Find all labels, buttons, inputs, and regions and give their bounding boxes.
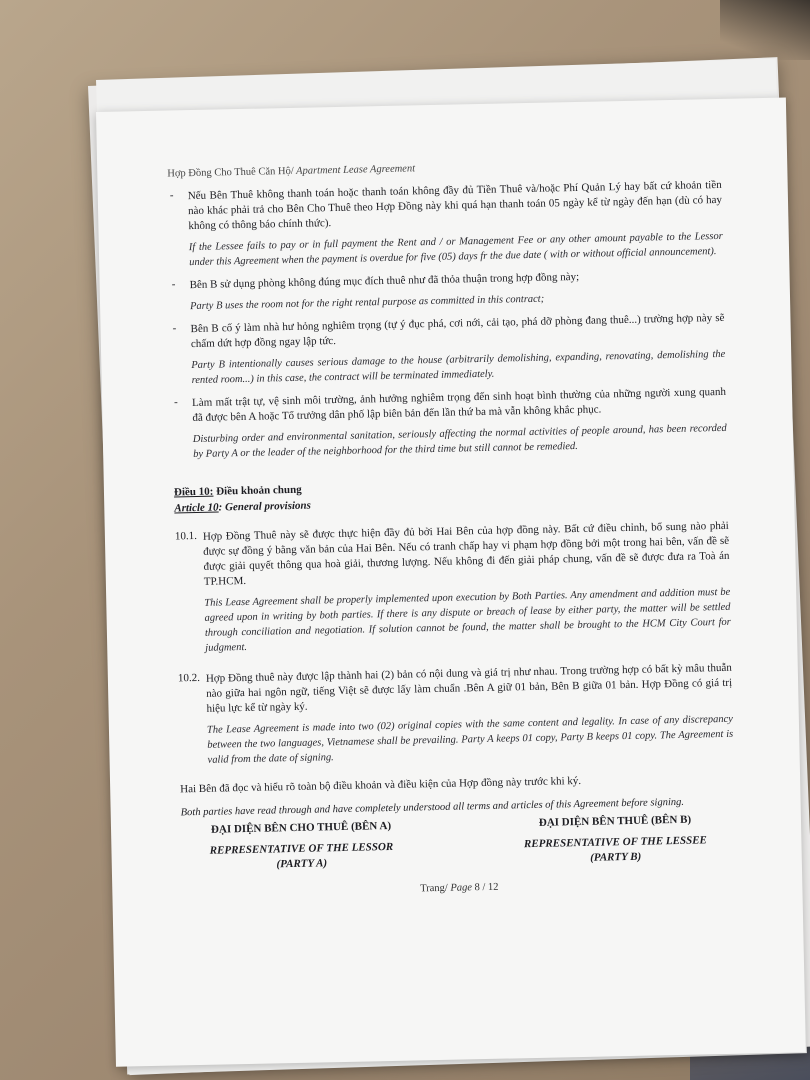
document-page xyxy=(96,98,806,1067)
footer-en: Page xyxy=(447,882,473,894)
bullet-vn: - Bên B cố ý làm nhà hư hỏng nghiêm trọng (tự ý đục phá, cơi nới, cải tạo, phá dỡ phòng đang thuê...) trường hợp này sẽ chấm dứt hợp đồng ngay lập tức. xyxy=(190,311,725,351)
footer-vn: Trang/ xyxy=(420,882,448,895)
clause-vn: Hợp Đồng thuê này được lập thành hai (2) bản có nội dung và giá trị như nhau. Trong trường hợp có bất kỳ mâu thuẫn nào giữa hai ngôn ngữ, tiếng Việt sẽ được lấy làm chuẩn .Bên A giữ 01 bản, Bên B giữa 01 bản. Hợp Đồng có giá trị hiệu lực kể từ ngày ký. xyxy=(205,661,733,715)
article-heading xyxy=(174,473,729,517)
clause-number: 10.1. xyxy=(174,529,198,543)
desk-corner-shadow xyxy=(720,0,810,60)
signature-lessor xyxy=(181,817,422,874)
bullet-vn: - Làm mất trật tự, vệ sinh môi trường, ảnh hưởng nghiêm trọng đến sinh hoạt bình thường của những người xung quanh đã được bên A hoặc Tổ trưởng dân phố lập biên bản đến lần thứ ba mà vẫn không khắc phục. xyxy=(191,385,727,425)
bullet-item xyxy=(168,178,724,271)
closing-statement-vn: Hai Bên đã đọc và hiểu rõ toàn bộ điều khoản và điều kiện của Hợp đồng này trước khi ký. xyxy=(180,774,582,796)
clause-en: This Lease Agreement shall be properly implemented upon execution by Both Parties. Any amendment and addition must be agreed upon in writing by both parties. If there is any dispute or breach of lease by either party, the matter will be settled through conciliation and negotiation. If solution cannot be found, the matter shall be brought to the HCM City Court for judgment. xyxy=(204,586,731,654)
header-vn: Hợp Đồng Cho Thuê Căn Hộ/ xyxy=(167,165,294,180)
clause-10-2 xyxy=(178,661,734,769)
lessee-title-vn: ĐẠI DIỆN BÊN THUÊ (BÊN B) xyxy=(538,813,692,829)
lessee-title-en: REPRESENTATIVE OF THE LESSEE xyxy=(523,834,707,851)
bullet-item xyxy=(170,267,725,315)
bullet-item xyxy=(172,385,727,463)
lessor-party: (PARTY A) xyxy=(276,857,328,871)
header-en: Apartment Lease Agreement xyxy=(293,163,416,177)
lessee-party: (PARTY B) xyxy=(590,850,642,864)
page-footer xyxy=(182,877,736,900)
lessor-title-vn: ĐẠI DIỆN BÊN CHO THUÊ (BÊN A) xyxy=(210,819,392,836)
clause-10-1 xyxy=(175,519,732,657)
article-title-en: : General provisions xyxy=(218,499,312,514)
bullet-en: If the Lessee fails to pay or in full payment the Rent and / or Management Fee or any other amount payable to the Lessor under this Agreement when the payment is overdue for five (05) days fr the due date ( with or without official announcement). xyxy=(188,230,723,269)
clause-en: The Lease Agreement is made into two (02) original copies with the same content and legality. In case of any discrepancy between the two languages, Vietnamese shall be prevailing. Party A keeps 01 copy, Party B keeps 01 copy. The Agreement is valid from the date of signing. xyxy=(206,713,734,766)
clause-number: 10.2. xyxy=(177,671,201,685)
bullet-vn: - Bên B sử dụng phòng không đúng mục đích thuê như đã thỏa thuận trong hợp đồng này; xyxy=(189,270,580,292)
page-number: 8 / 12 xyxy=(471,881,499,894)
article-title-vn: Điều khoản chung xyxy=(213,483,302,498)
closing-statement-en: Both parties have read through and have completely understood all terms and articles of this Agreement before signing. xyxy=(180,796,685,819)
article-label-vn: Điều 10: xyxy=(173,485,214,499)
page-header xyxy=(167,157,721,180)
bullet-en: Disturbing order and environmental sanitation, seriously affecting the normal activities of people around, has been recorded by Party A or the leader of the neighborhood for the third time but still cannot be remedied. xyxy=(192,422,727,461)
clause-vn: Hợp Đồng Thuê này sẽ được thực hiện đầy đủ bởi Hai Bên của hợp đồng này. Bất cứ điều chỉnh, bổ sung nào phải được sự đồng ý bằng văn bản của Hai Bên. Nếu có tranh chấp hay vi phạm hợp đồng bởi một trong hai bên, vấn đề sẽ được giải quyết thông qua hoà giải, thương lượng. Nếu không đi đến giải pháp chung, vấn đề sẽ được đưa ra Toà án TP.HCM. xyxy=(202,519,730,588)
signature-block xyxy=(181,811,736,875)
bullet-en: Party B uses the room not for the right rental purpose as committed in this contract; xyxy=(189,293,545,313)
lessor-title-en: REPRESENTATIVE OF THE LESSOR xyxy=(209,840,394,857)
article-label-en: Article 10 xyxy=(174,501,219,515)
bullet-item xyxy=(170,311,725,389)
signature-lessee xyxy=(495,811,736,868)
bullet-en: Party B intentionally causes serious damage to the house (arbitrarily demolishing, expanding, renovating, demolishing the rented room...) in this case, the contract will be terminated immediately. xyxy=(191,348,726,387)
bullet-vn: - Nếu Bên Thuê không thanh toán hoặc thanh toán không đầy đủ Tiền Thuê và/hoặc Phí Quản Lý hay bất cứ khoản tiền nào khác phải trả cho Bên Cho Thuê theo Hợp Đồng này khi quá hạn thanh toán 05 ngày kể từ ngày đến hạn (dù có hay không có thông báo chính thức). xyxy=(187,178,723,233)
termination-bullets xyxy=(168,178,728,463)
